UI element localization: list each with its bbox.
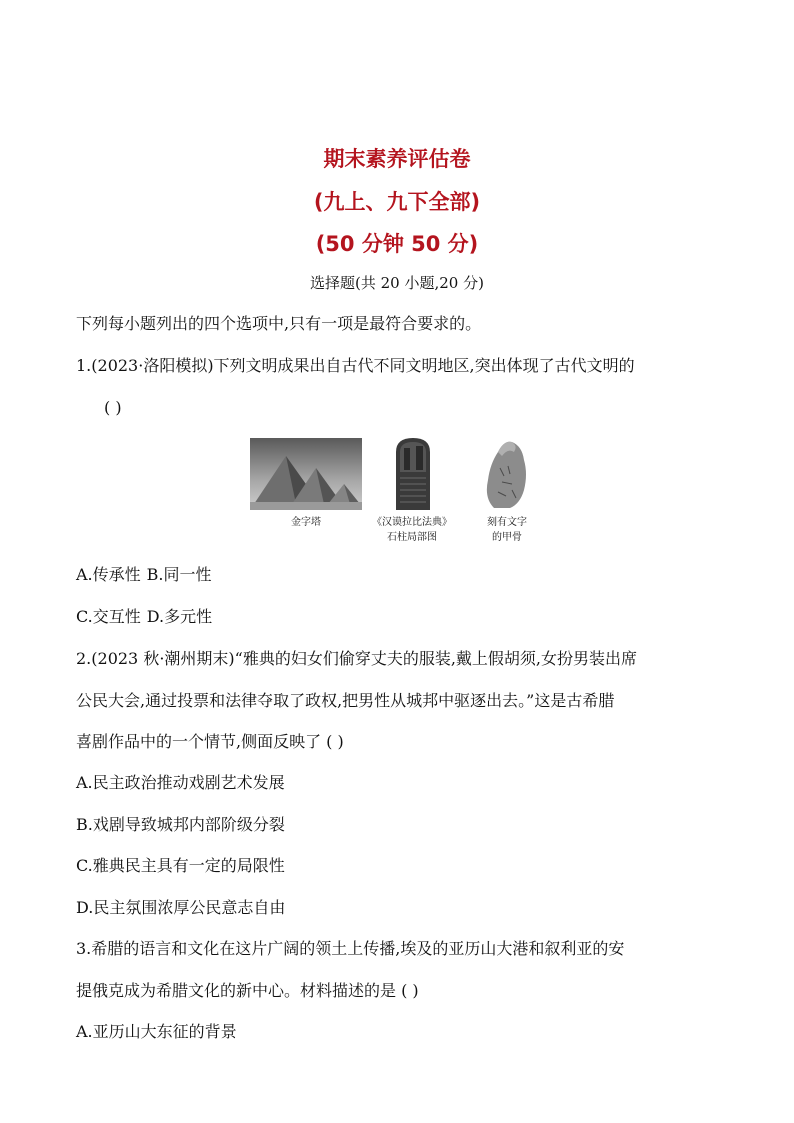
question-1-option-d[interactable]: D.多元性 — [146, 607, 213, 626]
hammurabi-stele-image — [392, 438, 434, 510]
oracle-bone-image — [482, 438, 530, 510]
question-3-option-a[interactable]: A.亚历山大东征的背景 — [76, 1022, 237, 1041]
question-1-option-b[interactable]: B.同一性 — [146, 565, 212, 584]
question-2-stem-line2: 公民大会,通过投票和法律夺取了政权,把男性从城邦中驱逐出去。”这是古希腊 — [76, 691, 615, 710]
section-title: 选择题(共 20 小题,20 分) — [310, 274, 484, 292]
page-title: 期末素养评估卷 — [323, 147, 471, 171]
question-2-option-d[interactable]: D.民主氛围浓厚公民意志自由 — [76, 898, 286, 917]
question-1-option-a[interactable]: A.传承性 — [76, 565, 141, 584]
question-2-option-c[interactable]: C.雅典民主具有一定的局限性 — [76, 856, 285, 875]
question-1-stem: 1.(2023·洛阳模拟)下列文明成果出自古代不同文明地区,突出体现了古代文明的 — [76, 356, 635, 375]
pyramid-caption: 金字塔 — [291, 517, 321, 528]
oracle-caption-line1: 刻有文字 — [487, 517, 527, 528]
hammurabi-caption-line1: 《汉谟拉比法典》 — [372, 517, 452, 528]
question-1-options-ab — [76, 564, 212, 586]
hammurabi-caption-line2: 石柱局部图 — [387, 532, 437, 543]
time-score: (50 分钟 50 分) — [315, 232, 479, 256]
oracle-caption-line2: 的甲骨 — [492, 532, 522, 543]
question-3-stem-line2: 提俄克成为希腊文化的新中心。材料描述的是 ( ) — [76, 981, 419, 1000]
question-1-options-cd — [76, 606, 212, 628]
question-2-option-a[interactable]: A.民主政治推动戏剧艺术发展 — [76, 773, 285, 792]
question-1-answer-blank: ( ) — [104, 398, 122, 417]
question-2-option-b[interactable]: B.戏剧导致城邦内部阶级分裂 — [76, 815, 285, 834]
question-3-stem-line1: 3.希腊的语言和文化在这片广阔的领土上传播,埃及的亚历山大港和叙利亚的安 — [76, 939, 625, 958]
section-instruction: 下列每小题列出的四个选项中,只有一项是最符合要求的。 — [76, 314, 482, 333]
question-2-stem-line1: 2.(2023 秋·潮州期末)“雅典的妇女们偷穿丈夫的服装,戴上假胡须,女扮男装出席 — [76, 649, 637, 668]
page-subtitle: (九上、九下全部) — [313, 190, 481, 214]
question-2-stem-line3: 喜剧作品中的一个情节,侧面反映了 ( ) — [76, 732, 344, 751]
pyramid-image — [250, 438, 362, 510]
question-1-option-c[interactable]: C.交互性 — [76, 607, 141, 626]
